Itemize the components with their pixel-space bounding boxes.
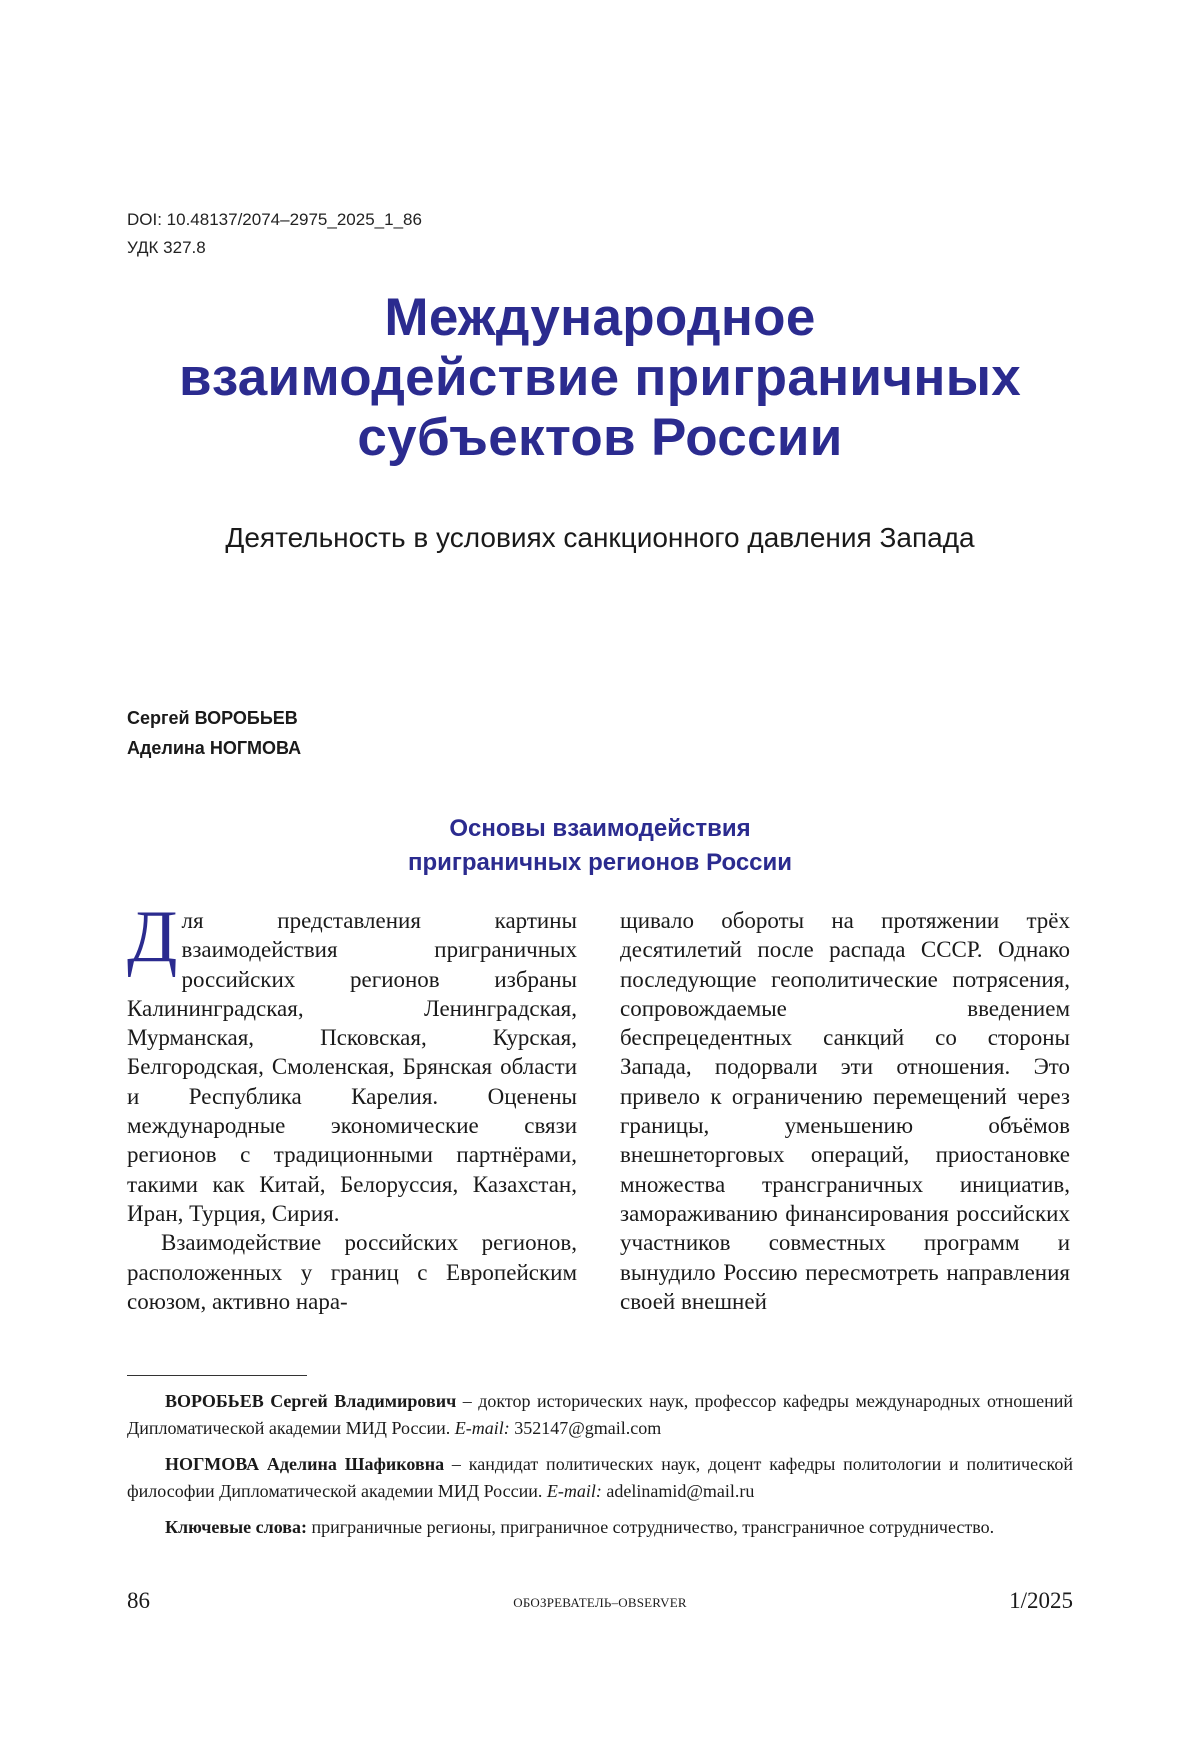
journal-name: ОБОЗРЕВАТЕЛЬ–OBSERVER [127,1595,1073,1611]
author-name: Аделина НОГМОВА [127,733,301,763]
section-heading-line-1: Основы взаимодействия [300,812,900,846]
footnotes [127,1388,1073,1550]
doi-text: DOI: 10.48137/2074–2975_2025_1_86 [127,206,422,234]
title-line-3: субъектов России [100,408,1100,468]
issue-number: 1/2025 [1009,1588,1073,1614]
paragraph-continued: щивало обороты на протяжении трёх десятилетий после распада СССР. Однако последующие геополитические потрясения, сопровождаемые введением беспрецедентных санкций со стороны Запада, подорвали эти отношения. Это привело к ограничению перемещений через границы, уменьшению объёмов внешнеторговых операций, приостановке множества трансграничных инициатив, замораживанию финансирования российских участников совместных программ и вынудило Россию пересмотреть направления своей внешней [620,906,1070,1316]
article-metadata [127,206,422,262]
author-email: 352147@gmail.com [510,1418,662,1438]
paragraph-text: ля представления картины взаимодействия приграничных российских регионов избраны Калининградская, Ленинградская, Мурманская, Псковская, Курская, Белгородская, Смоленская, Брянская области и Республика Карелия. Оценены международные экономические связи регионов с традиционными партнёрами, такими как Китай, Белоруссия, Казахстан, Иран, Турция, Сирия. [127,908,577,1226]
footnote-author-name: НОГМОВА Аделина Шафиковна [165,1454,444,1474]
author-list [127,703,301,763]
title-line-1: Международное [100,288,1100,348]
footnote-divider [127,1375,307,1376]
paragraph: Взаимодействие российских регионов, расположенных у границ с Европейским союзом, активно нара- [127,1228,577,1316]
footnote-author-2: НОГМОВА Аделина Шафиковна – кандидат политических наук, доцент кафедры политологии и политической философии Дипломатической академии МИД России. E-mail: adelinamid@mail.ru [127,1451,1073,1505]
udk-text: УДК 327.8 [127,234,422,262]
title-line-2: взаимодействие приграничных [100,348,1100,408]
section-heading-line-2: приграничных регионов России [300,846,900,880]
paragraph [127,906,577,1228]
page-footer [127,1588,1073,1620]
author-name: Сергей ВОРОБЬЕВ [127,703,301,733]
section-heading [300,812,900,880]
article-title [100,288,1100,468]
page-number: 86 [127,1588,150,1614]
keywords-text: приграничные регионы, приграничное сотрудничество, трансграничное сотрудничество. [307,1517,994,1537]
footnote-author-1: ВОРОБЬЕВ Сергей Владимирович – доктор исторических наук, профессор кафедры международных отношений Дипломатической академии МИД России. E-mail: 352147@gmail.com [127,1388,1073,1442]
body-column-right [620,906,1070,1354]
article-subtitle: Деятельность в условиях санкционного давления Запада [100,522,1100,554]
keywords [127,1514,1073,1541]
drop-cap: Д [127,908,177,966]
keywords-label: Ключевые слова: [165,1517,307,1537]
footnote-author-name: ВОРОБЬЕВ Сергей Владимирович [165,1391,456,1411]
author-email: adelinamid@mail.ru [602,1481,755,1501]
body-column-left [127,906,577,1354]
